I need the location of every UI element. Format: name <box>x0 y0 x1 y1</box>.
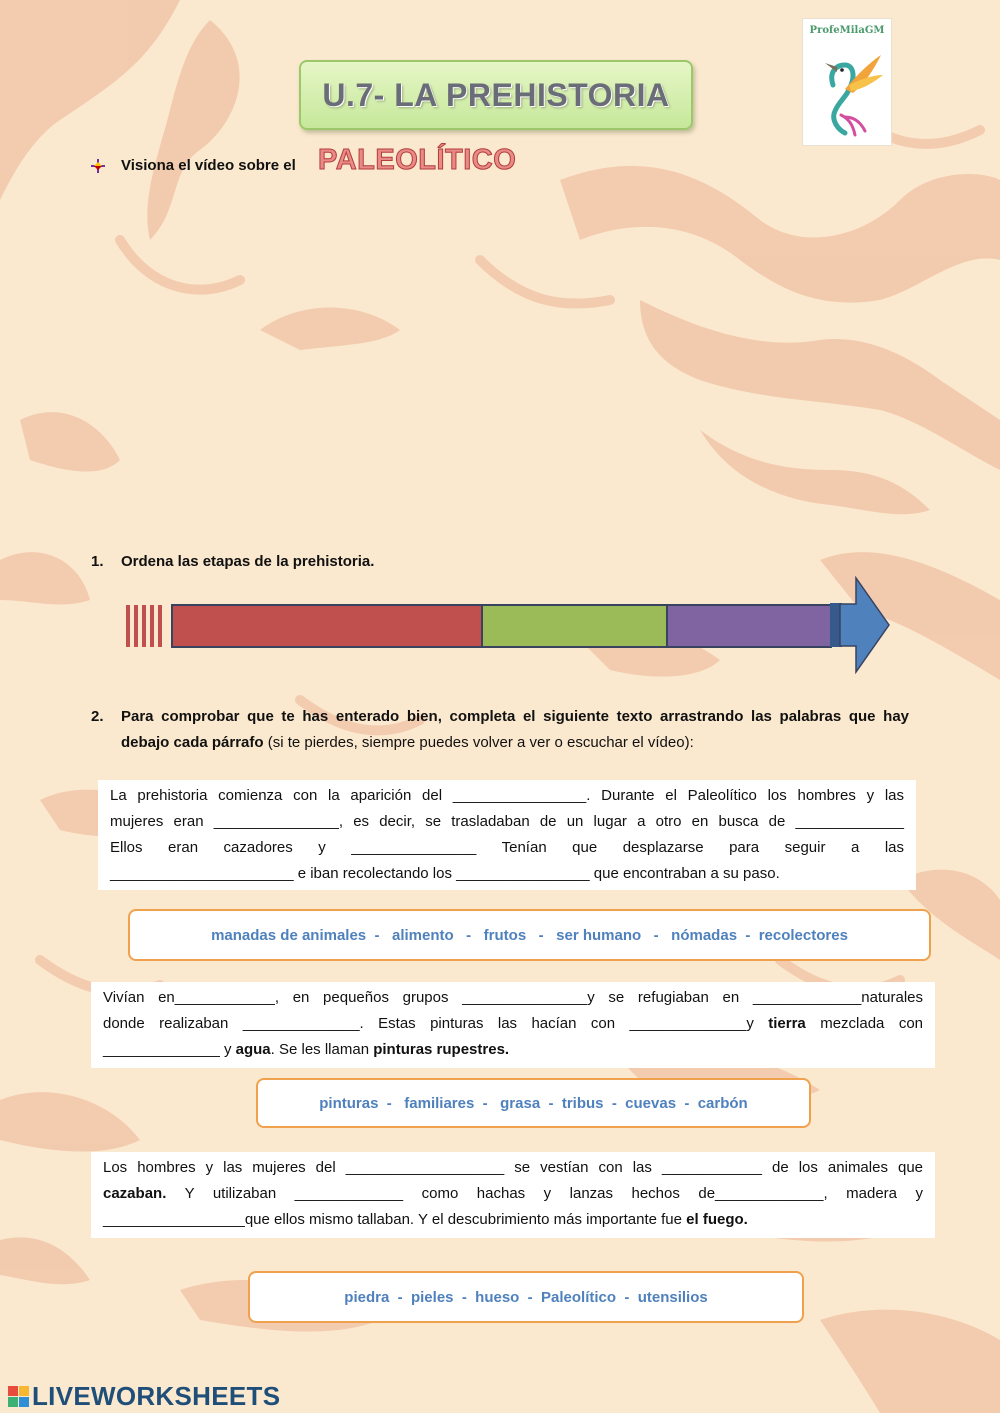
paragraph-1 <box>98 780 916 890</box>
question-2-number: 2. <box>91 708 104 725</box>
timeline-arrow-icon[interactable] <box>828 576 892 674</box>
page-title: U.7- LA PREHISTORIA <box>322 76 670 113</box>
paragraph-2 <box>91 982 935 1068</box>
word-bank-3[interactable]: piedra - pieles - hueso - Paleolítico - utensilios <box>248 1271 804 1323</box>
paragraph-1-line-3: Ellos eran cazadores y _______________ Tenían que desplazarse para seguir a las <box>110 839 904 856</box>
timeline-stripe <box>150 605 154 647</box>
timeline-stripe <box>134 605 138 647</box>
title-banner <box>299 60 693 130</box>
word-bank-2[interactable]: pinturas - familiares - grasa - tribus - cuevas - carbón <box>256 1078 811 1128</box>
author-logo <box>802 18 892 146</box>
paragraph-3-line-1: Los hombres y las mujeres del ___________________ se vestían con las ____________ de los animales que <box>103 1159 923 1176</box>
word-bank-1[interactable]: manadas de animales - alimento - frutos - ser humano - nómadas - recolectores <box>128 909 931 961</box>
question-2-note: (si te pierdes, siempre puedes volver a ver o escuchar el vídeo): <box>263 734 694 751</box>
paragraph-3-line-3 <box>103 1207 923 1233</box>
paragraph-2-line-3-a: ______________ y <box>103 1041 236 1058</box>
logo-text: ProfeMilaGM <box>809 25 885 36</box>
paragraph-1-line-2: mujeres eran _______________, es decir, se trasladaban de un lugar a otro en busca de _____________ <box>110 813 904 830</box>
intro-text: Visiona el vídeo sobre el <box>121 157 296 174</box>
paragraph-1-line-4: ______________________ e iban recolectando los ________________ que encontraban a su paso. <box>110 865 780 882</box>
timeline-stripe <box>126 605 130 647</box>
question-1-number: 1. <box>91 553 104 570</box>
paragraph-2-line-2-a: donde realizaban ______________. Estas pinturas las hacían con ______________y <box>103 1015 769 1032</box>
paragraph-2-tierra: tierra <box>768 1015 806 1032</box>
liveworksheets-logo-icon <box>8 1386 30 1408</box>
paragraph-3-line-2-b: Y utilizaban _____________ como hachas y lanzas hechos de_____________, madera y <box>166 1185 923 1202</box>
paragraph-2-line-3 <box>103 1037 923 1063</box>
question-2-text <box>121 704 909 756</box>
question-1-text: Ordena las etapas de la prehistoria. <box>121 553 375 570</box>
liveworksheets-footer[interactable] <box>8 1381 280 1412</box>
timeline-stage-red[interactable] <box>171 604 483 648</box>
paragraph-2-line-3-c: . Se les llaman <box>270 1041 374 1058</box>
timeline-stage-purple[interactable] <box>666 604 832 648</box>
arrow-bullet-icon <box>90 158 106 174</box>
timeline-stripe <box>142 605 146 647</box>
paragraph-2-pinturas: pinturas rupestres. <box>373 1041 510 1058</box>
paragraph-3-line-2 <box>103 1181 923 1207</box>
paragraph-3 <box>91 1152 935 1238</box>
timeline-stripe <box>158 605 162 647</box>
paragraph-2-agua: agua <box>235 1041 271 1058</box>
footer-brand: LIVEWORKSHEETS <box>32 1381 281 1411</box>
paragraph-3-cazaban: cazaban. <box>103 1185 167 1202</box>
timeline-stage-green[interactable] <box>481 604 668 648</box>
paragraph-3-fuego: el fuego. <box>686 1211 748 1228</box>
hummingbird-icon <box>811 45 883 139</box>
paragraph-3-line-3-a: _________________que ellos mismo tallaban. Y el descubrimiento más importante fue <box>103 1211 687 1228</box>
question-2-bold: Para comprobar que te has enterado bien, completa el siguiente texto arrastrando las palabras que hay debajo cada párrafo <box>121 708 909 751</box>
paragraph-1-line-1: La prehistoria comienza con la aparición del ________________. Durante el Paleolítico los hombres y las <box>110 787 904 804</box>
paragraph-2-line-1: Vivían en____________, en pequeños grupos _______________y se refugiaban en _____________naturales <box>103 989 923 1006</box>
paleolithic-heading: PALEOLÍTICO <box>318 144 517 176</box>
paragraph-2-line-2 <box>103 1011 923 1037</box>
paragraph-2-line-2-c: mezclada con <box>805 1015 924 1032</box>
